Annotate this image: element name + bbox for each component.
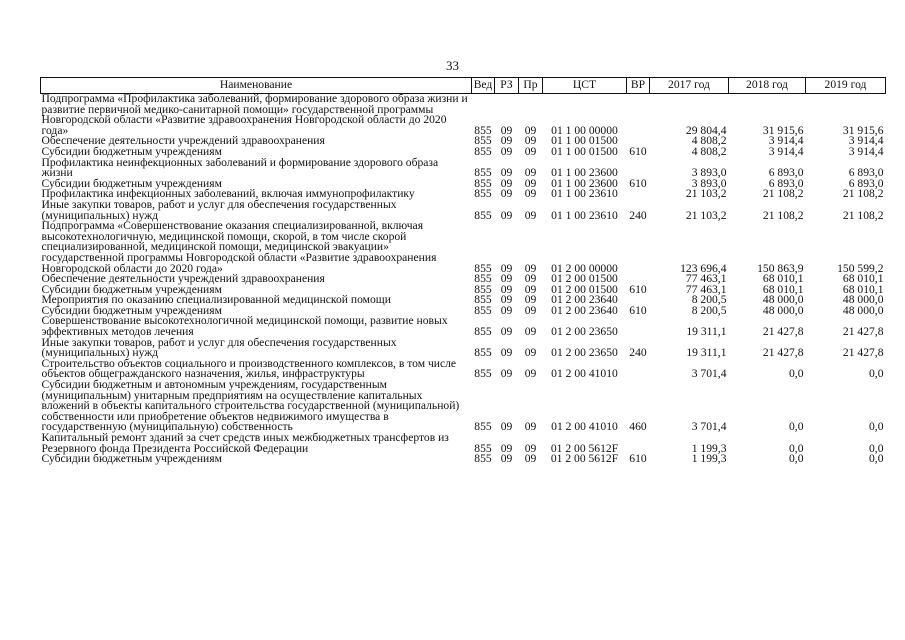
cell-vr: 610: [629, 282, 647, 296]
cell-name: Подпрограмма «Профилактика заболеваний, формирование здорового образа жизни и развитие первичной медико-санитарной помощи» государственной программы Новгородской области «Развитие здравоохранения Новгородской области до 2020 года»: [41, 92, 468, 137]
header-pr: Пр: [519, 78, 543, 94]
cell-2017: 1 199,3: [691, 452, 727, 466]
cell-cst: 01 2 00 23640: [551, 303, 618, 317]
cell-name: Субсидии бюджетным учреждениям: [41, 176, 222, 190]
cell-ved: 855: [474, 303, 492, 317]
cell-vr: 460: [629, 420, 647, 434]
cell-ved: 855: [474, 325, 492, 339]
cell-name: Субсидии бюджетным и автономным учреждениям, государственным (муниципальным) унитарным предприятиям на осуществление капитальных вложений в объекты капитального строительства государственной (муниципальной) собственности или приобретение объектов недвижимого имущества в государственную (муниципальную) собственность: [41, 378, 460, 434]
cell-vr: 240: [629, 208, 647, 222]
cell-name: Обеспечение деятельности учреждений здравоохранения: [41, 134, 325, 148]
cell-rz: 09: [500, 176, 513, 190]
cell-2017: 123 696,4: [680, 261, 727, 275]
cell-cst: 01 1 00 23600: [551, 176, 618, 190]
header-vr: ВР: [627, 78, 650, 94]
cell-vr: [627, 189, 650, 200]
cell-pr: 09: [524, 303, 537, 317]
cell-cst: 01 2 00 41010: [551, 367, 618, 381]
cell-ved: 855: [474, 166, 492, 180]
cell-2019: 48 000,0: [842, 303, 884, 317]
cell-vr: [627, 94, 650, 137]
cell-2019: 150 599,2: [837, 261, 884, 275]
cell-2018: 6 893,0: [768, 166, 804, 180]
cell-2019: 21 427,8: [842, 346, 884, 360]
cell-cst: 01 1 00 23600: [551, 166, 618, 180]
cell-pr: 09: [524, 134, 537, 148]
cell-ved: 855: [474, 441, 492, 455]
cell-rz: 09: [500, 282, 513, 296]
cell-2019: 21 108,2: [842, 208, 884, 222]
cell-ved: 855: [474, 261, 492, 275]
cell-vr: [627, 433, 650, 454]
cell-2017: 77 463,1: [685, 272, 727, 286]
cell-pr: 09: [524, 272, 537, 286]
cell-2018: 6 893,0: [768, 176, 804, 190]
table-row: [41, 221, 886, 274]
cell-pr: 09: [524, 441, 537, 455]
cell-vr: [627, 359, 650, 380]
cell-2017: 1 199,3: [691, 441, 727, 455]
header-cst: ЦСТ: [543, 78, 627, 94]
cell-2019: 6 893,0: [848, 166, 884, 180]
cell-pr: 09: [524, 166, 537, 180]
table-row: [41, 158, 886, 179]
cell-2018: 0,0: [789, 420, 804, 434]
cell-ved: 855: [474, 176, 492, 190]
cell-2017: 77 463,1: [685, 282, 727, 296]
cell-cst: 01 2 00 5612F: [550, 441, 619, 455]
cell-rz: 09: [500, 293, 513, 307]
table-row: [41, 433, 886, 454]
cell-2019: 31 915,6: [842, 123, 884, 137]
cell-2019: 0,0: [869, 452, 884, 466]
cell-2018: 31 915,6: [762, 123, 804, 137]
cell-rz: 09: [500, 441, 513, 455]
cell-pr: 09: [524, 420, 537, 434]
cell-vr: [627, 221, 650, 274]
cell-vr: 240: [629, 346, 647, 360]
cell-2019: 21 427,8: [842, 325, 884, 339]
cell-2018: 21 108,2: [762, 187, 804, 201]
cell-pr: 09: [524, 293, 537, 307]
cell-rz: 09: [500, 452, 513, 466]
cell-cst: 01 2 00 5612F: [550, 452, 619, 466]
cell-cst: 01 1 00 01500: [551, 134, 618, 148]
cell-2019: 3 914,4: [848, 144, 884, 158]
cell-pr: 09: [524, 176, 537, 190]
cell-name: Иные закупки товаров, работ и услуг для обеспечения государственных (муниципальных) нужд: [41, 197, 397, 222]
cell-2018: 21 108,2: [762, 208, 804, 222]
cell-pr: 09: [524, 325, 537, 339]
cell-2018: 21 427,8: [762, 346, 804, 360]
cell-name: Субсидии бюджетным учреждениям: [41, 452, 222, 466]
cell-cst: 01 2 00 00000: [551, 261, 618, 275]
cell-cst: 01 1 00 23610: [551, 208, 618, 222]
cell-vr: 610: [629, 144, 647, 158]
cell-name: Мероприятия по оказанию специализированной медицинской помощи: [41, 293, 391, 307]
cell-2017: 3 893,0: [691, 166, 727, 180]
cell-ved: 855: [474, 134, 492, 148]
table-row: [41, 359, 886, 380]
cell-ved: 855: [474, 293, 492, 307]
cell-2017: 3 701,4: [691, 367, 727, 381]
cell-name: Совершенствование высокотехнологичной медицинской помощи, развитие новых эффективных методов лечения: [41, 314, 448, 339]
page-number: 33: [446, 58, 459, 73]
cell-2017: 8 200,5: [691, 303, 727, 317]
cell-2018: 68 010,1: [762, 282, 804, 296]
cell-cst: 01 2 00 23650: [551, 325, 618, 339]
cell-ved: 855: [474, 367, 492, 381]
cell-ved: 855: [474, 208, 492, 222]
cell-name: Профилактика неинфекционных заболеваний и формирование здорового образа жизни: [41, 155, 439, 180]
cell-rz: 09: [500, 325, 513, 339]
cell-ved: 855: [474, 187, 492, 201]
cell-pr: 09: [524, 123, 537, 137]
header-2019: 2019 год: [806, 78, 886, 94]
cell-2018: 3 914,4: [768, 134, 804, 148]
table-row: [41, 454, 886, 465]
cell-pr: 09: [524, 452, 537, 466]
header-name: Наименование: [41, 78, 472, 94]
cell-2017: 3 893,0: [691, 176, 727, 190]
cell-2018: 3 914,4: [768, 144, 804, 158]
cell-2019: 3 914,4: [848, 134, 884, 148]
cell-pr: 09: [524, 144, 537, 158]
cell-name: Субсидии бюджетным учреждениям: [41, 303, 222, 317]
cell-2017: 21 103,2: [685, 208, 727, 222]
cell-2018: 48 000,0: [762, 303, 804, 317]
cell-rz: 09: [500, 303, 513, 317]
cell-name: Субсидии бюджетным учреждениям: [41, 144, 222, 158]
cell-name: Профилактика инфекционных заболеваний, включая иммунопрофилактику: [41, 187, 415, 201]
cell-2018: 68 010,1: [762, 272, 804, 286]
cell-rz: 09: [500, 123, 513, 137]
cell-2018: 150 863,9: [757, 261, 804, 275]
cell-cst: 01 1 00 00000: [551, 123, 618, 137]
cell-2019: 21 108,2: [842, 187, 884, 201]
cell-2019: 6 893,0: [848, 176, 884, 190]
cell-name: Обеспечение деятельности учреждений здравоохранения: [41, 272, 325, 286]
cell-rz: 09: [500, 187, 513, 201]
cell-rz: 09: [500, 367, 513, 381]
cell-cst: 01 1 00 01500: [551, 144, 618, 158]
cell-cst: 01 1 00 23610: [551, 187, 618, 201]
cell-ved: 855: [474, 272, 492, 286]
budget-table: [40, 77, 886, 465]
cell-2019: 68 010,1: [842, 272, 884, 286]
table-row: [41, 338, 886, 359]
cell-2019: 48 000,0: [842, 293, 884, 307]
cell-2018: 21 427,8: [762, 325, 804, 339]
cell-vr: 610: [629, 452, 647, 466]
header-2017: 2017 год: [650, 78, 729, 94]
cell-2017: 21 103,2: [685, 187, 727, 201]
cell-name: Иные закупки товаров, работ и услуг для обеспечения государственных (муниципальных) нужд: [41, 335, 397, 360]
table-row: [41, 200, 886, 221]
cell-2019: 0,0: [869, 441, 884, 455]
cell-rz: 09: [500, 272, 513, 286]
cell-2017: 3 701,4: [691, 420, 727, 434]
cell-cst: 01 2 00 01500: [551, 282, 618, 296]
cell-pr: 09: [524, 261, 537, 275]
cell-ved: 855: [474, 346, 492, 360]
cell-2017: 8 200,5: [691, 293, 727, 307]
cell-rz: 09: [500, 134, 513, 148]
cell-pr: 09: [524, 346, 537, 360]
cell-name: Субсидии бюджетным учреждениям: [41, 282, 222, 296]
cell-cst: 01 2 00 41010: [551, 420, 618, 434]
cell-name: Подпрограмма «Совершенствование оказания специализированной, включая высокотехнологичную, медицинской помощи, скорой, в том числе скорой специализированной, медицинской помощи, медицинской эвакуации» государственной программы Новгородской области «Развитие здравоохранения Новгородской области до 2020 года»: [41, 219, 437, 275]
cell-rz: 09: [500, 346, 513, 360]
cell-rz: 09: [500, 261, 513, 275]
table-row: [41, 94, 886, 137]
cell-cst: 01 2 00 01500: [551, 272, 618, 286]
cell-cst: 01 2 00 23640: [551, 293, 618, 307]
cell-ved: 855: [474, 282, 492, 296]
cell-2017: 29 804,4: [685, 123, 727, 137]
cell-2018: 0,0: [789, 367, 804, 381]
cell-rz: 09: [500, 420, 513, 434]
cell-ved: 855: [474, 123, 492, 137]
cell-rz: 09: [500, 144, 513, 158]
table-row: [41, 316, 886, 337]
cell-ved: 855: [474, 452, 492, 466]
cell-vr: 610: [629, 303, 647, 317]
cell-pr: 09: [524, 187, 537, 201]
cell-pr: 09: [524, 208, 537, 222]
cell-2017: 4 808,2: [691, 144, 727, 158]
cell-2019: 0,0: [869, 367, 884, 381]
cell-2019: 68 010,1: [842, 282, 884, 296]
cell-pr: 09: [524, 282, 537, 296]
cell-pr: 09: [524, 367, 537, 381]
cell-rz: 09: [500, 208, 513, 222]
header-ved: Вед: [472, 78, 495, 94]
cell-2017: 19 311,1: [686, 346, 727, 360]
cell-2017: 19 311,1: [686, 325, 727, 339]
cell-2018: 0,0: [789, 441, 804, 455]
table-row: [41, 380, 886, 433]
cell-2018: 48 000,0: [762, 293, 804, 307]
cell-ved: 855: [474, 144, 492, 158]
cell-2019: 0,0: [869, 420, 884, 434]
cell-cst: 01 2 00 23650: [551, 346, 618, 360]
cell-vr: [627, 316, 650, 337]
cell-name: Строительство объектов социального и производственного комплексов, в том числе объектов общегражданского назначения, жилья, инфраструктуры: [41, 356, 457, 381]
cell-rz: 09: [500, 166, 513, 180]
cell-name: Капитальный ремонт зданий за счет средств иных межбюджетных трансфертов из Резервного фонда Президента Российской Федерации: [41, 431, 449, 455]
header-rz: РЗ: [495, 78, 519, 94]
cell-vr: 610: [629, 176, 647, 190]
cell-ved: 855: [474, 420, 492, 434]
header-2018: 2018 год: [729, 78, 806, 94]
cell-2018: 0,0: [789, 452, 804, 466]
cell-vr: [627, 158, 650, 179]
cell-2017: 4 808,2: [691, 134, 727, 148]
